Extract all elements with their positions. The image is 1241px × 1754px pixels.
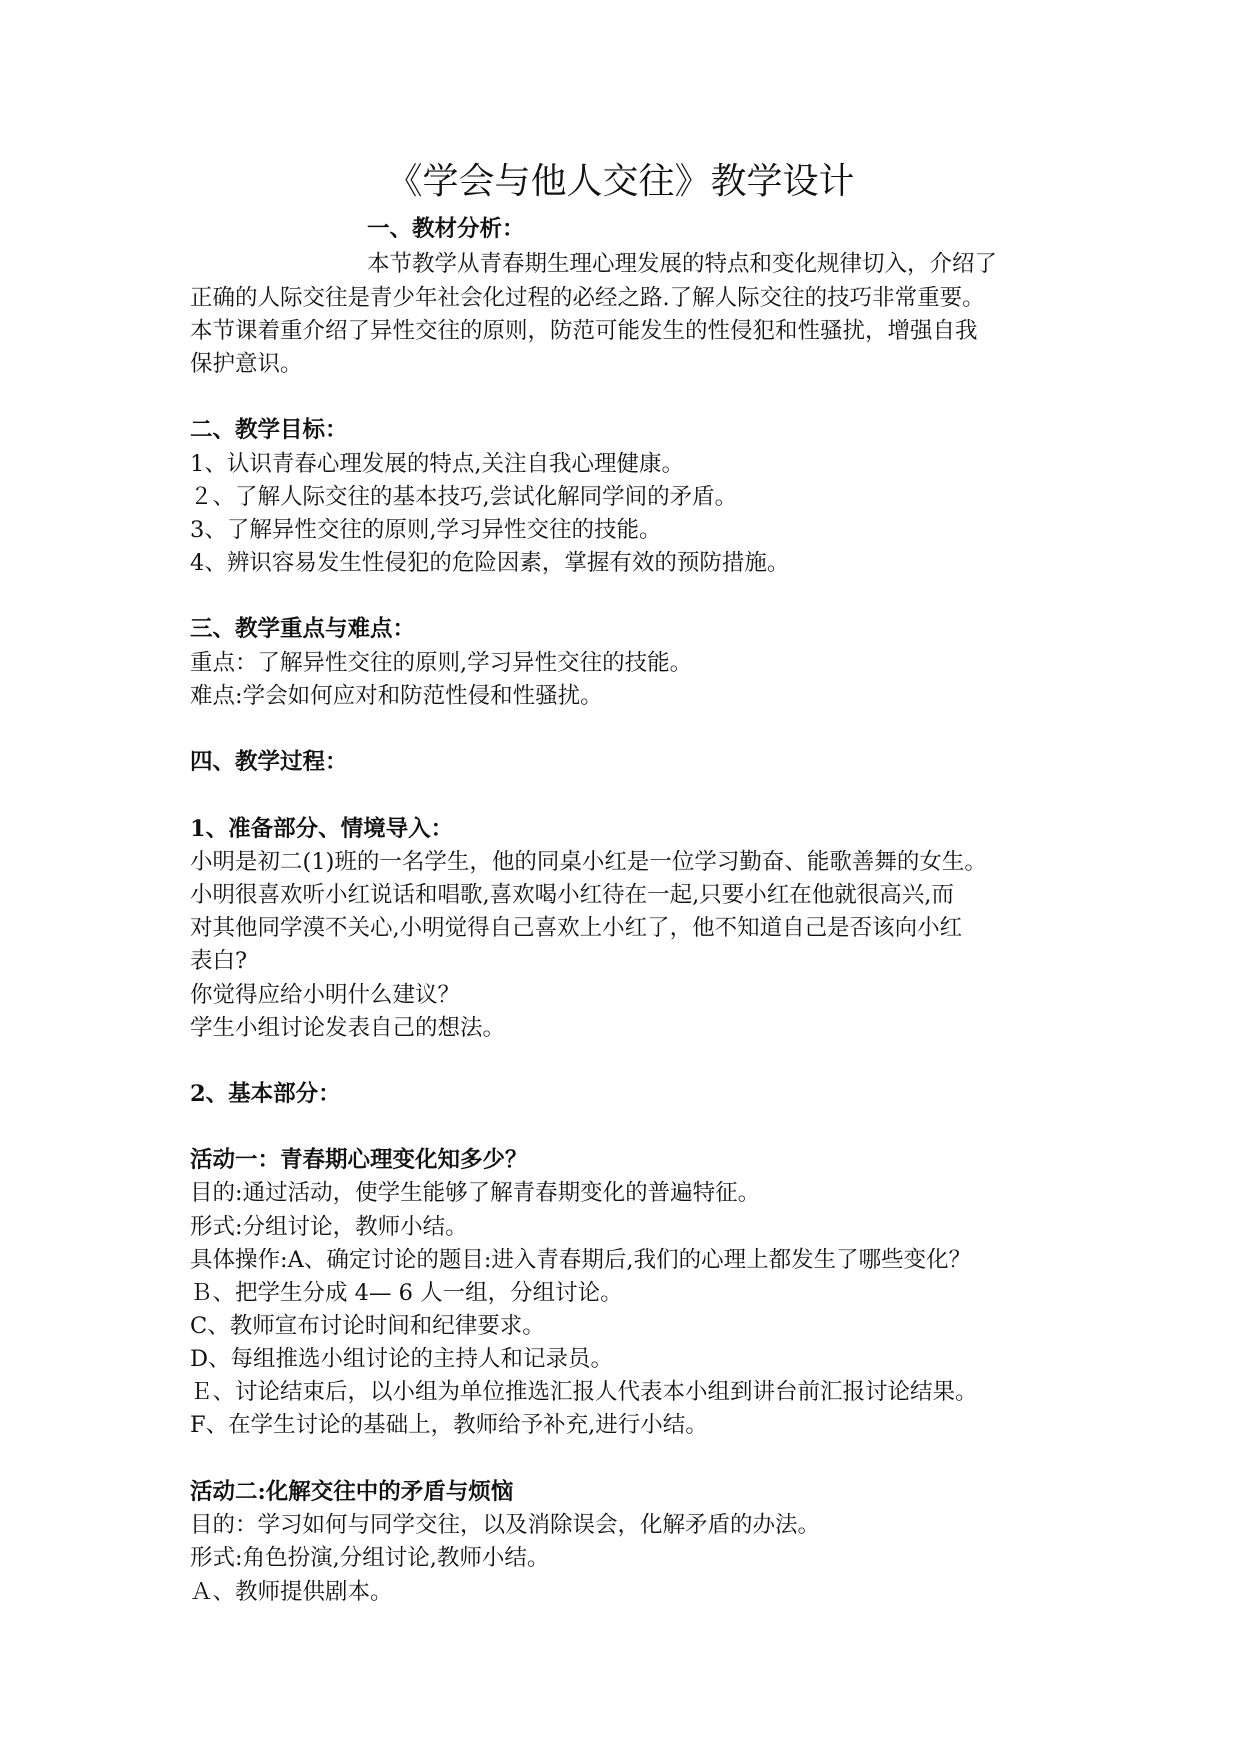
paragraph-line: C、教师宣布讨论时间和纪律要求。 — [190, 1313, 545, 1339]
paragraph-line: F、在学生讨论的基础上，教师给予补充,进行小结。 — [190, 1412, 708, 1438]
list-item: 1、认识青春心理发展的特点,关注自我心理健康。 — [190, 451, 684, 477]
list-item: ２、了解人际交往的基本技巧,尝试化解同学间的矛盾。 — [190, 484, 738, 510]
section-heading-textbook-analysis: 一、教材分析： — [367, 216, 525, 242]
document-title: 《学会与他人交往》教学设计 — [386, 161, 855, 202]
paragraph-line: D、每组推选小组讨论的主持人和记录员。 — [190, 1346, 614, 1372]
paragraph-line: 本节教学从青春期生理心理发展的特点和变化规律切入，介绍了 — [367, 251, 998, 277]
paragraph-line: 表白? — [190, 948, 248, 974]
paragraph-line: 你觉得应给小明什么建议？ — [190, 982, 461, 1008]
paragraph-line: 形式:分组讨论，教师小结。 — [190, 1214, 468, 1240]
subsection-heading-preparation: 1、准备部分、情境导入： — [190, 816, 454, 842]
paragraph-line: 小明是初二(1)班的一名学生，他的同桌小红是一位学习勤奋、能歌善舞的女生。 — [190, 849, 987, 875]
activity-heading-two: 活动二:化解交往中的矛盾与烦恼 — [190, 1479, 514, 1505]
paragraph-line: 学生小组讨论发表自己的想法。 — [190, 1015, 506, 1041]
list-item: 3、了解异性交往的原则,学习异性交往的技能。 — [190, 517, 662, 543]
section-heading-teaching-goals: 二、教学目标： — [190, 417, 348, 443]
paragraph-line: 本节课着重介绍了异性交往的原则，防范可能发生的性侵犯和性骚扰，增强自我 — [190, 318, 978, 344]
paragraph-line: 正确的人际交往是青少年社会化过程的必经之路.了解人际交往的技巧非常重要。 — [190, 285, 985, 311]
activity-heading-one: 活动一：青春期心理变化知多少？ — [190, 1147, 528, 1173]
paragraph-line: 对其他同学漠不关心,小明觉得自己喜欢上小红了，他不知道自己是否该向小红 — [190, 915, 963, 941]
subsection-heading-basic-part: 2、基本部分： — [190, 1081, 341, 1107]
paragraph-line: Ｂ、把学生分成 4— 6 人一组，分组讨论。 — [190, 1280, 623, 1306]
paragraph-line: 目的:通过活动，使学生能够了解青春期变化的普遍特征。 — [190, 1180, 761, 1206]
list-item: 4、辨识容易发生性侵犯的危险因素，掌握有效的预防措施。 — [190, 550, 790, 576]
section-heading-key-points: 三、教学重点与难点： — [190, 616, 416, 642]
list-item: 难点:学会如何应对和防范性侵和性骚扰。 — [190, 683, 603, 709]
paragraph-line: 保护意识。 — [190, 351, 303, 377]
paragraph-line: 具体操作:A、确定讨论的题目:进入青春期后,我们的心理上都发生了哪些变化？ — [190, 1247, 972, 1273]
paragraph-line: Ｅ、讨论结束后，以小组为单位推选汇报人代表本小组到讲台前汇报讨论结果。 — [190, 1379, 978, 1405]
section-heading-teaching-process: 四、教学过程： — [190, 749, 348, 775]
paragraph-line: 目的：学习如何与同学交往，以及消除误会，化解矛盾的办法。 — [190, 1512, 821, 1538]
paragraph-line: Ａ、教师提供剧本。 — [190, 1579, 393, 1605]
paragraph-line: 形式:角色扮演,分组讨论,教师小结。 — [190, 1545, 550, 1571]
list-item: 重点：了解异性交往的原则,学习异性交往的技能。 — [190, 650, 693, 676]
paragraph-line: 小明很喜欢听小红说话和唱歌,喜欢喝小红待在一起,只要小红在他就很高兴,而 — [190, 882, 954, 908]
